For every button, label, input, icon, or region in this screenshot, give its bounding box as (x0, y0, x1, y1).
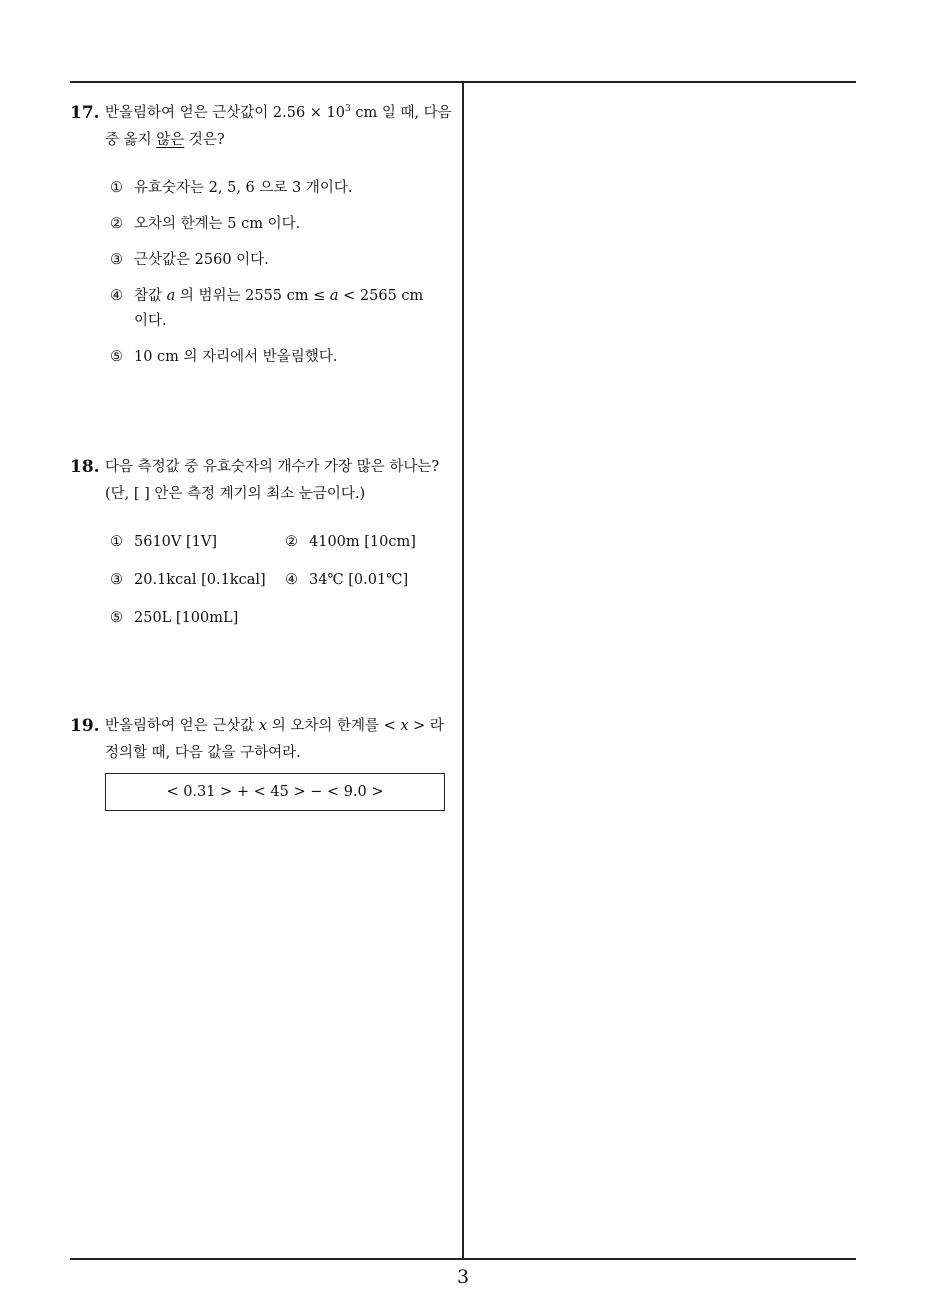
choice-text: 34℃ [0.01℃] (309, 572, 409, 588)
choice-marker: ① (110, 180, 123, 196)
choice-marker: ④ (110, 288, 123, 304)
variable: x (258, 718, 268, 734)
question-19 (70, 713, 458, 811)
bottom-rule (70, 1258, 856, 1260)
question-number: 17. (70, 103, 100, 123)
page-number: 3 (456, 1266, 470, 1288)
question-19-stem (70, 713, 458, 767)
choice-marker: ⑤ (110, 349, 123, 365)
choice-marker: ② (110, 216, 123, 232)
choice-text: 20.1kcal [0.1kcal] (134, 572, 266, 588)
stem-text: 반올림하여 얻은 근삿값 (105, 718, 259, 734)
choice-text: 오차의 한계는 5 cm 이다. (134, 216, 301, 232)
choice-text: 근삿값은 2560 이다. (134, 252, 269, 268)
column-divider (462, 81, 464, 1260)
choice-4[interactable] (285, 568, 460, 593)
choice-marker: ① (110, 534, 123, 550)
stem-text: 것은? (184, 132, 225, 148)
choice-text: 참값 (134, 288, 167, 304)
choice-grid (70, 530, 458, 631)
question-17 (70, 100, 458, 381)
choice-text: 4100m [10cm] (309, 534, 416, 550)
choice-1[interactable] (110, 530, 285, 555)
choice-text: < 2565 cm 이다. (134, 288, 424, 329)
underlined-word: 않은 (156, 132, 185, 148)
question-number: 18. (70, 457, 100, 477)
question-17-stem (70, 100, 458, 154)
choice-3[interactable] (110, 248, 458, 273)
choice-4[interactable] (110, 284, 424, 334)
choice-text: 5610V [1V] (134, 534, 217, 550)
stem-text: cm 일 때, 다음 중 옳지 (105, 105, 452, 148)
expression-text: < 0.31 > + < 45 > − < 9.0 > (166, 783, 384, 800)
choice-5[interactable] (110, 345, 458, 370)
choice-marker: ④ (285, 572, 298, 588)
choice-marker: ③ (110, 252, 123, 268)
choice-text: 10 cm 의 자리에서 반올림했다. (134, 349, 338, 365)
choice-2[interactable] (285, 530, 460, 555)
variable: a (329, 288, 339, 304)
question-18 (70, 454, 458, 631)
stem-text: 다음 측정값 중 유효숫자의 개수가 가장 많은 하나는? (단, [ ] 안은 측정 계기의 최소 눈금이다.) (105, 459, 440, 502)
choice-list (70, 176, 458, 370)
choice-1[interactable] (110, 176, 458, 201)
choice-5[interactable] (110, 606, 285, 631)
choice-2[interactable] (110, 212, 458, 237)
choice-text: 250L [100mL] (134, 610, 239, 626)
choice-marker: ③ (110, 572, 123, 588)
choice-3[interactable] (110, 568, 285, 593)
choice-text: 의 범위는 2555 cm ≤ (175, 288, 330, 304)
choice-marker: ⑤ (110, 610, 123, 626)
choice-text: 유효숫자는 2, 5, 6 으로 3 개이다. (134, 180, 353, 196)
exponent: 3 (345, 104, 351, 114)
stem-text: 반올림하여 얻은 근삿값이 2.56 × 10 (105, 105, 346, 121)
variable: x (400, 718, 409, 734)
variable: a (166, 288, 176, 304)
question-18-stem (70, 454, 458, 508)
question-number: 19. (70, 716, 100, 736)
expression-box (105, 773, 445, 811)
stem-text: 의 오차의 한계를 < (267, 718, 401, 734)
choice-marker: ② (285, 534, 298, 550)
stem-text: > 라 정의할 때, 다음 값을 구하여라. (105, 718, 444, 761)
